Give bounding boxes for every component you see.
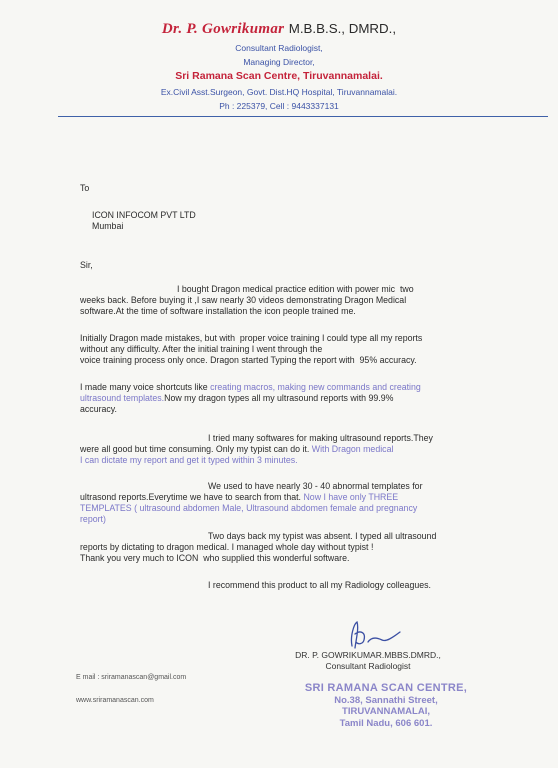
p3-line2	[80, 393, 393, 404]
letterhead-past-post: Ex.Civil Asst.Surgeon, Govt. Dist.HQ Hospital, Tiruvannamalai.	[160, 87, 398, 97]
p1-line2: weeks back. Before buying it ,I saw nearly 30 videos demonstrating Dragon Medical	[80, 295, 407, 305]
doctor-degrees: M.B.B.S., DMRD.,	[288, 21, 397, 36]
p5-line3: TEMPLATES ( ultrasound abdomen Male, Ultrasound abdomen female and pregnancy	[80, 503, 418, 513]
letterhead-title: Consultant Radiologist,	[235, 43, 323, 53]
p5-line1: We used to have nearly 30 - 40 abnormal templates for	[208, 481, 423, 491]
p3-line2-text: Now my dragon types all my ultrasound reports with 99.9%	[164, 393, 394, 403]
p5-line2	[80, 492, 398, 503]
p1-line3: software.At the time of software installation the icon people trained me.	[80, 306, 356, 316]
signature-name: DR. P. GOWRIKUMAR.MBBS.DMRD.,	[295, 650, 441, 660]
p5-line2-text: ultrasond reports.Everytime we have to search from that.	[80, 492, 304, 502]
letterhead-divider	[58, 116, 548, 117]
p5-line2-highlight: Now I have only THREE	[303, 492, 399, 502]
p3-line3: accuracy.	[80, 404, 117, 414]
letterhead-name-line	[0, 20, 558, 38]
p6-line2: reports by dictating to dragon medical. I managed whole day without typist !	[80, 542, 374, 552]
p3-line1-highlight: creating macros, making new commands and creating	[210, 382, 421, 392]
p3-line1	[80, 382, 421, 393]
letterhead-phone: Ph : 225379, Cell : 9443337131	[219, 101, 339, 111]
letterhead-role: Managing Director,	[243, 57, 315, 67]
p1-line1: I bought Dragon medical practice edition with power mic two	[177, 284, 414, 294]
p2-line1: Initially Dragon made mistakes, but with proper voice training I could type all my reports	[80, 333, 423, 343]
address-to: To	[80, 183, 90, 193]
signature-scribble	[338, 618, 404, 652]
stamp-line1: SRI RAMANA SCAN CENTRE,	[304, 682, 468, 694]
p6-line3: Thank you very much to ICON who supplied this wonderful software.	[80, 553, 350, 563]
p3-line2-highlight: ultrasound templates.	[80, 393, 165, 403]
stamp-line4: Tamil Nadu, 606 601.	[339, 717, 433, 729]
p4-line3: I can dictate my report and get it typed within 3 minutes.	[80, 455, 298, 465]
doctor-name: Dr. P. Gowrikumar	[161, 21, 285, 37]
p6-line1: Two days back my typist was absent. I typed all ultrasound	[208, 531, 437, 541]
address-city: Mumbai	[92, 221, 124, 231]
signature-title: Consultant Radiologist	[325, 661, 411, 671]
p4-line2-text: were all good but time consuming. Only my typist can do it.	[80, 444, 312, 454]
footer-web: www.sriramanascan.com	[76, 697, 154, 704]
letterhead-centre: Sri Ramana Scan Centre, Tiruvannamalai.	[175, 70, 383, 82]
footer-email: E mail : sriramanascan@gmail.com	[76, 674, 187, 681]
address-company: ICON INFOCOM PVT LTD	[92, 210, 196, 220]
p4-line1: I tried many softwares for making ultrasound reports.They	[208, 433, 433, 443]
stamp-line3: TIRUVANNAMALAI,	[342, 706, 430, 717]
p5-line4: report)	[80, 514, 106, 524]
stamp-line2: No.38, Sannathi Street,	[334, 694, 438, 706]
p4-line2	[80, 444, 393, 455]
centre-stamp	[296, 683, 476, 729]
p2-line2: without any difficulty. After the initial training I went through the	[80, 344, 323, 354]
p3-line1-text: I made many voice shortcuts like	[80, 382, 211, 392]
salutation: Sir,	[80, 260, 93, 270]
p2-line3: voice training process only once. Dragon started Typing the report with 95% accuracy.	[80, 355, 417, 365]
p4-line2-highlight: With Dragon medical	[311, 444, 394, 454]
p7-line1: I recommend this product to all my Radiology colleagues.	[208, 580, 431, 590]
